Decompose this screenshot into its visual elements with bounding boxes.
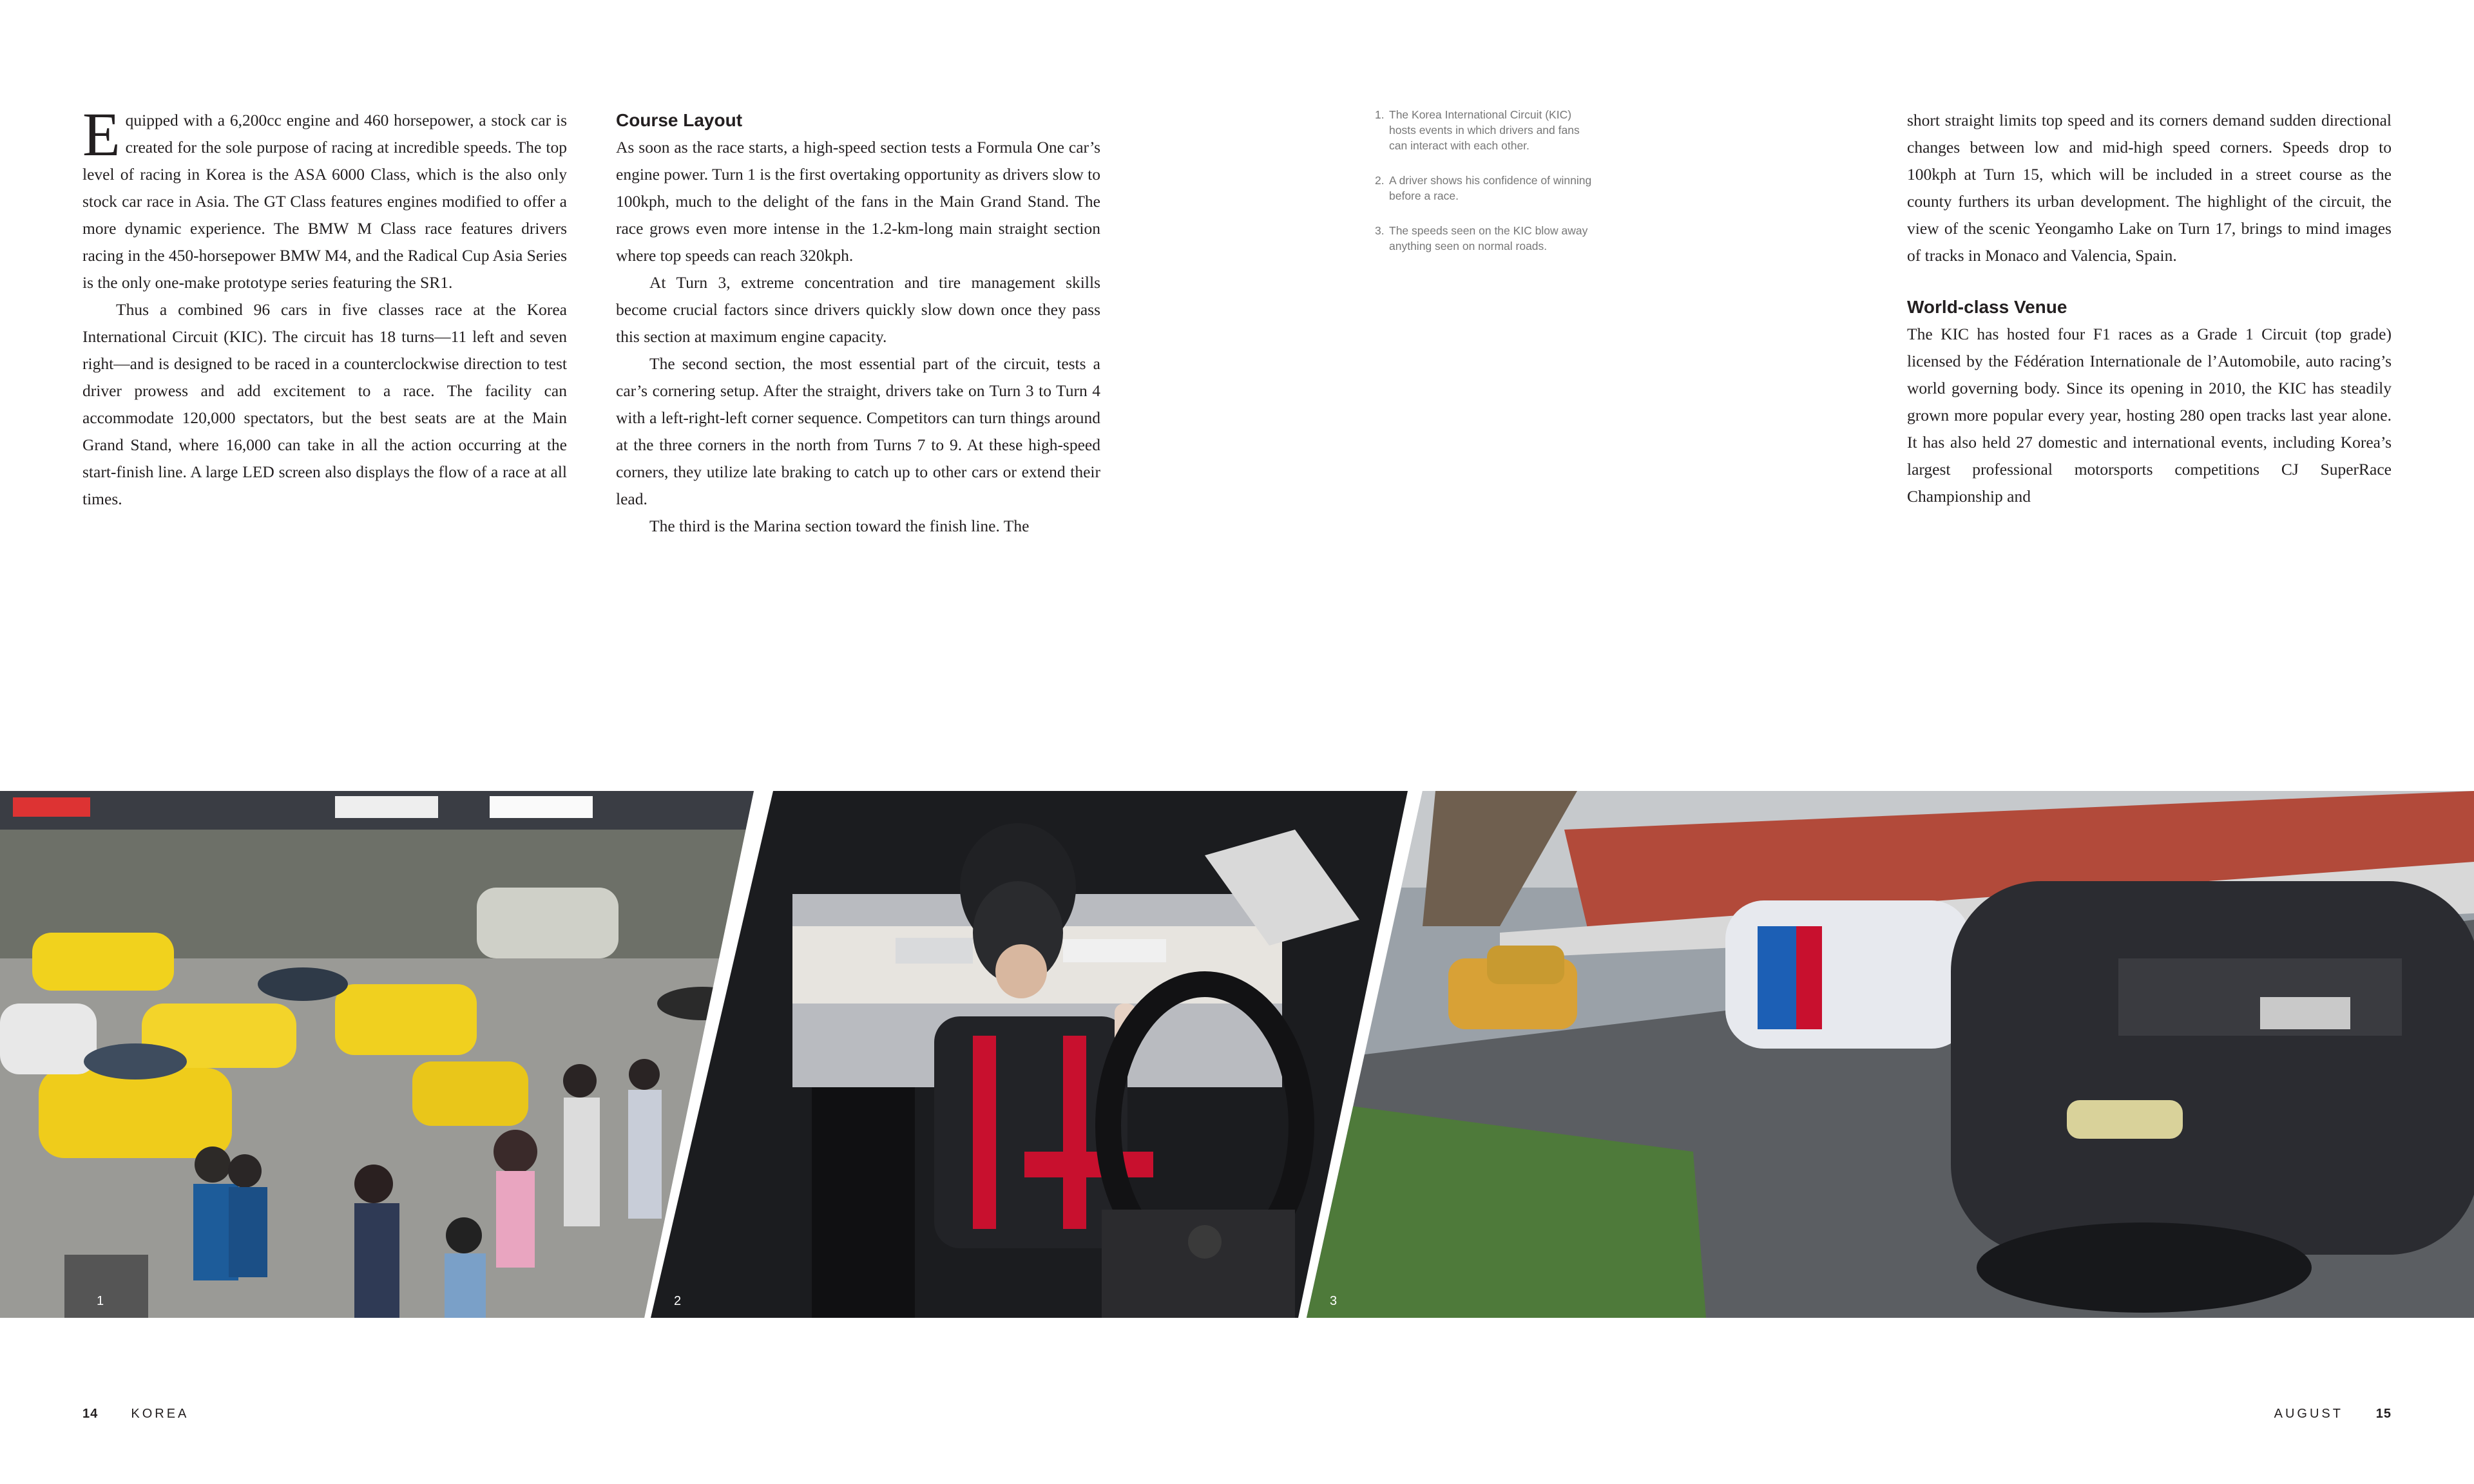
column-4-paragraph-1: short straight limits top speed and its corners demand sudden directional changes between low and mid-high speed corners. Speeds drop to 100kph at Turn 15, which will be included in a street course as the county furthers its urban development. The highlight of the circuit, the view of the scenic Yeongamho Lake on Turn 17, brings to mind images of tracks in Monaco and Valencia, Spain.	[1907, 111, 2392, 265]
caption-1	[1375, 107, 1600, 153]
column-2-paragraph-1: As soon as the race starts, a high-speed section tests a Formula One car’s engine power. Turn 1 is the first overtaking opportunity as drivers slow to 100kph, much to the delight of the fans in the Main Grand Stand. The race grows even more intense in the 1.2-km-long main straight section where top speeds can reach 320kph.	[616, 138, 1100, 265]
photo-1-image	[0, 791, 754, 1318]
footer-right	[2274, 1407, 2392, 1422]
photo-1-grid-crowd	[0, 791, 754, 1318]
photo-1-number: 1	[97, 1294, 104, 1308]
caption-number: 2.	[1375, 174, 1385, 187]
drop-cap: E	[82, 100, 120, 169]
caption-text: The speeds seen on the KIC blow away anything seen on normal roads.	[1389, 224, 1588, 252]
photo-3-number: 3	[1330, 1294, 1338, 1308]
caption-number: 1.	[1375, 108, 1385, 121]
photo-captions	[1375, 107, 1600, 273]
column-2	[616, 107, 1100, 540]
right-page-number: 15	[2375, 1407, 2392, 1421]
heading-course-layout: Course Layout	[616, 110, 743, 130]
right-section-label: AUGUST	[2274, 1407, 2343, 1421]
column-1-paragraph-1	[82, 100, 567, 296]
photo-strip	[0, 791, 2474, 1318]
column-2-paragraph-4: The third is the Marina section toward the finish line. The	[649, 517, 1030, 535]
column-2-paragraph-2: At Turn 3, extreme concentration and tire management skills become crucial factors since drivers quickly slow down once they pass this section at maximum engine capacity.	[616, 273, 1100, 346]
caption-text: A driver shows his confidence of winning before a race.	[1389, 174, 1592, 202]
heading-world-class-venue: World-class Venue	[1907, 297, 2067, 317]
caption-text: The Korea International Circuit (KIC) hosts events in which drivers and fans can interact with each other.	[1389, 108, 1580, 152]
caption-3	[1375, 223, 1600, 254]
column-2-paragraph-3: The second section, the most essential part of the circuit, tests a car’s cornering setup. After the straight, drivers take on Turn 3 to Turn 4 with a left-right-left corner sequence. Competitors can turn things around at the three corners in the north from Turns 7 to 9. At these high-speed corners, they utilize late braking to catch up to other cars or extend their lead.	[616, 354, 1100, 508]
column-1-paragraph-1-text: quipped with a 6,200cc engine and 460 horsepower, a stock car is created for the sole purpose of racing at incredible speeds. The top level of racing in Korea is the ASA 6000 Class, which is the also only stock car race in Asia. The GT Class features engines modified to offer a more dynamic experience. The BMW M Class race features drivers racing in the 450-horsepower BMW M4, and the Radical Cup Asia Series is the only one-make prototype series featuring the SR1.	[82, 111, 567, 292]
column-1-paragraph-2: Thus a combined 96 cars in five classes race at the Korea International Circuit (KIC). The circuit has 18 turns—11 left and seven right—and is designed to be raced in a counterclockwise direction to test driver prowess and add excitement to a race. The facility can accommodate 120,000 spectators, but the best seats are at the Main Grand Stand, where 16,000 can take in all the action occurring at the start-finish line. A large LED screen also displays the flow of a race at all times.	[82, 300, 567, 508]
column-4-paragraph-2: The KIC has hosted four F1 races as a Grade 1 Circuit (top grade) licensed by the Fédération Internationale de l’Automobile, auto racing’s world governing body. Since its opening in 2010, the KIC has steadily grown more popular every year, hosting 280 open tracks last year alone. It has also held 27 domestic and international events, including Korea’s largest professional motorsports competitions CJ SuperRace Championship and	[1907, 325, 2392, 506]
photo-2-driver-cockpit	[651, 791, 1408, 1318]
left-page-number: 14	[82, 1407, 99, 1421]
column-1	[82, 100, 567, 513]
caption-number: 3.	[1375, 224, 1385, 237]
photo-2-number: 2	[674, 1294, 682, 1308]
caption-2	[1375, 173, 1600, 204]
photo-2-image	[651, 791, 1408, 1318]
column-4	[1907, 107, 2392, 510]
footer-left	[82, 1407, 189, 1422]
photo-3-image	[1307, 791, 2474, 1318]
left-section-label: KOREA	[131, 1407, 189, 1421]
photo-3-racing-cars	[1307, 791, 2474, 1318]
